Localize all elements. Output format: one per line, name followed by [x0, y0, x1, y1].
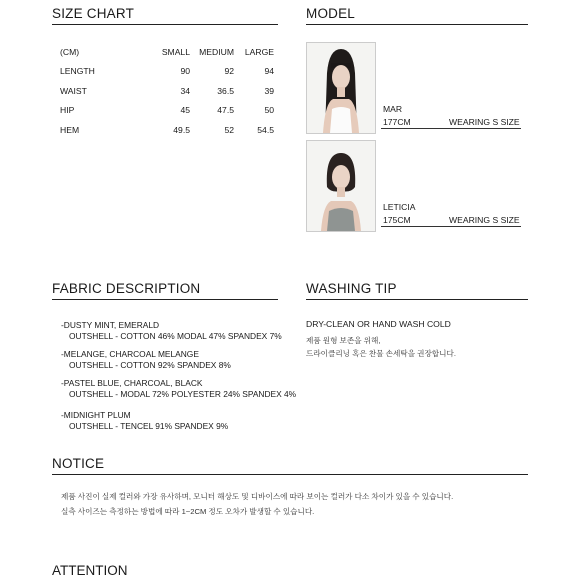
washing-tip-title: WASHING TIP: [306, 281, 528, 300]
row-label: HEM: [60, 124, 80, 135]
size-chart-title: SIZE CHART: [52, 6, 278, 25]
table-cell: 36.5: [217, 85, 234, 96]
table-row: [60, 101, 274, 121]
model-name: MAR: [383, 104, 403, 114]
fabric-composition: OUTSHELL - TENCEL 91% SPANDEX 9%: [69, 421, 229, 431]
model-wearing-size: WEARING S SIZE: [449, 117, 520, 127]
table-row: [60, 81, 274, 101]
model-name: LETICIA: [383, 202, 416, 212]
table-cell: 94: [264, 66, 274, 77]
column-header-medium: MEDIUM: [199, 46, 234, 57]
row-label: HIP: [60, 105, 75, 116]
table-cell: 49.5: [173, 124, 190, 135]
table-cell: 50: [264, 105, 274, 116]
model-portrait-image: [307, 141, 375, 231]
notice-text: 제품 사진이 실제 컬러와 가장 유사하며, 모니터 해상도 및 디바이스에 따라 보이는 컬러가 다소 차이가 있을 수 있습니다.: [61, 492, 454, 501]
fabric-composition: OUTSHELL - COTTON 92% SPANDEX 8%: [69, 360, 231, 370]
fabric-colors: -MIDNIGHT PLUM: [61, 410, 131, 420]
size-chart-table: [60, 42, 274, 140]
table-cell: 52: [224, 124, 234, 135]
table-cell: 34: [180, 85, 190, 96]
model-height: 175CM: [383, 215, 411, 225]
fabric-item: [61, 320, 282, 342]
fabric-item: [61, 349, 231, 371]
washing-instruction: DRY-CLEAN OR HAND WASH COLD: [306, 319, 451, 329]
fabric-colors: -PASTEL BLUE, CHARCOAL, BLACK: [61, 378, 203, 388]
washing-note-korean: 드라이클리닝 혹은 찬물 손세탁을 권장합니다.: [306, 349, 456, 358]
model-photo-mar: [306, 42, 376, 134]
divider: [381, 226, 521, 227]
model-height: 177CM: [383, 117, 411, 127]
fabric-colors: -DUSTY MINT, EMERALD: [61, 320, 160, 330]
fabric-composition: OUTSHELL - COTTON 46% MODAL 47% SPANDEX 7%: [69, 331, 282, 341]
table-row: [60, 62, 274, 82]
model-photo-leticia: [306, 140, 376, 232]
notice-text: 실측 사이즈는 측정하는 방법에 따라 1~2CM 정도 오차가 발생할 수 있습니다.: [61, 507, 315, 516]
model-wearing-size: WEARING S SIZE: [449, 215, 520, 225]
fabric-item: [61, 410, 228, 432]
fabric-composition: OUTSHELL - MODAL 72% POLYESTER 24% SPANDEX 4%: [69, 389, 297, 399]
fabric-description-title: FABRIC DESCRIPTION: [52, 281, 278, 300]
size-chart-header-row: [60, 42, 274, 62]
table-cell: 54.5: [257, 124, 274, 135]
row-label: LENGTH: [60, 66, 95, 77]
model-title: MODEL: [306, 6, 528, 25]
table-cell: 39: [264, 85, 274, 96]
divider: [381, 128, 521, 129]
table-cell: 47.5: [217, 105, 234, 116]
row-label: WAIST: [60, 85, 87, 96]
fabric-item: [61, 378, 296, 400]
attention-title: ATTENTION: [52, 563, 128, 578]
table-row: [60, 120, 274, 140]
table-cell: 90: [180, 66, 190, 77]
washing-note-korean: 제품 원형 보존을 위해,: [306, 336, 381, 345]
column-header-large: LARGE: [244, 46, 274, 57]
notice-title: NOTICE: [52, 456, 528, 475]
column-header-small: SMALL: [161, 46, 190, 57]
table-cell: 92: [224, 66, 234, 77]
model-portrait-image: [307, 43, 375, 133]
unit-label: (CM): [60, 46, 80, 57]
fabric-colors: -MELANGE, CHARCOAL MELANGE: [61, 349, 199, 359]
table-cell: 45: [180, 105, 190, 116]
